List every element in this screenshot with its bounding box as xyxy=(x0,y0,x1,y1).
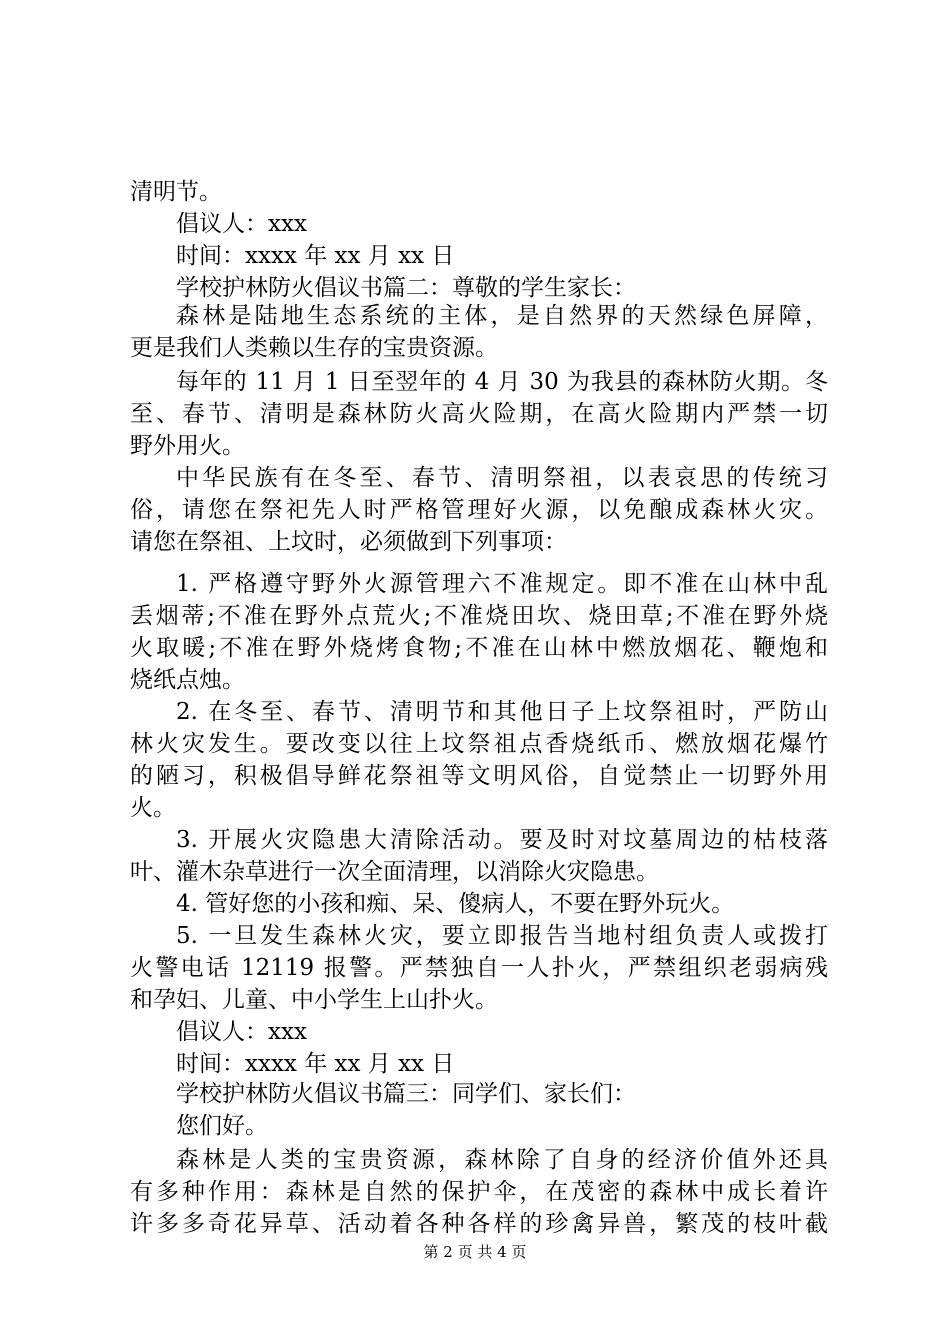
text-line: 学校护林防火倡议书篇三：同学们、家长们： xyxy=(176,1081,636,1107)
text-line: 5. 一旦发生森林火灾，要立即报告当地村组负责人或拨打 xyxy=(176,923,828,949)
text-line: 每年的 11 月 1 日至翌年的 4 月 30 为我县的森林防火期。冬 xyxy=(176,369,828,395)
text-line: 火警电话 12119 报警。严禁独自一人扑火，严禁组织老弱病残 xyxy=(130,955,828,981)
text-line: 俗，请您在祭祀先人时严格管理好火源，以免酿成森林火灾。 xyxy=(130,497,828,523)
text-line: 林火灾发生。要改变以往上坟祭祖点香烧纸币、燃放烟花爆竹 xyxy=(130,731,828,757)
text-line: 丢烟蒂;不准在野外点荒火;不准烧田坎、烧田草;不准在野外烧 xyxy=(130,603,828,629)
text-line: 4. 管好您的小孩和痴、呆、傻病人，不要在野外玩火。 xyxy=(176,891,735,917)
text-line: 火取暖;不准在野外烧烤食物;不准在山林中燃放烟花、鞭炮和 xyxy=(130,635,828,661)
text-line: 请您在祭祖、上坟时，必须做到下列事项： xyxy=(130,529,567,555)
text-line: 火。 xyxy=(130,795,176,821)
text-line: 时间：xxxx 年 xx 月 xx 日 xyxy=(176,243,455,269)
text-line: 1. 严格遵守野外火源管理六不准规定。即不准在山林中乱 xyxy=(176,571,828,597)
text-line: 3. 开展火灾隐患大清除活动。要及时对坟墓周边的枯枝落 xyxy=(176,827,828,853)
text-line: 倡议人：xxx xyxy=(176,211,307,237)
text-line: 2. 在冬至、春节、清明节和其他日子上坟祭祖时，严防山 xyxy=(176,699,828,725)
text-line: 森林是陆地生态系统的主体，是自然界的天然绿色屏障， xyxy=(176,303,828,329)
text-line: 和孕妇、儿童、中小学生上山扑火。 xyxy=(130,987,498,1013)
text-line: 清明节。 xyxy=(130,179,222,205)
text-line: 至、春节、清明是森林防火高火险期，在高火险期内严禁一切 xyxy=(130,401,828,427)
text-line: 有多种作用：森林是自然的保护伞，在茂密的森林中成长着许 xyxy=(130,1179,828,1205)
text-line: 野外用火。 xyxy=(130,433,245,459)
text-line: 叶、灌木杂草进行一次全面清理，以消除火灾隐患。 xyxy=(130,859,659,885)
text-line: 许多多奇花异草、活动着各种各样的珍禽异兽，繁茂的枝叶截 xyxy=(130,1211,828,1237)
text-line: 您们好。 xyxy=(176,1113,268,1139)
text-line: 时间：xxxx 年 xx 月 xx 日 xyxy=(176,1051,455,1077)
text-line: 烧纸点烛。 xyxy=(130,667,245,693)
text-line: 中华民族有在冬至、春节、清明祭祖，以表哀思的传统习 xyxy=(176,465,828,491)
page-number-footer: 第 2 页 共 4 页 xyxy=(423,1243,527,1261)
text-line: 更是我们人类赖以生存的宝贵资源。 xyxy=(130,335,498,361)
text-line: 倡议人：xxx xyxy=(176,1019,307,1045)
text-line: 学校护林防火倡议书篇二：尊敬的学生家长： xyxy=(176,275,636,301)
text-line: 的陋习，积极倡导鲜花祭祖等文明风俗，自觉禁止一切野外用 xyxy=(130,763,828,789)
text-line: 森林是人类的宝贵资源，森林除了自身的经济价值外还具 xyxy=(176,1147,828,1173)
